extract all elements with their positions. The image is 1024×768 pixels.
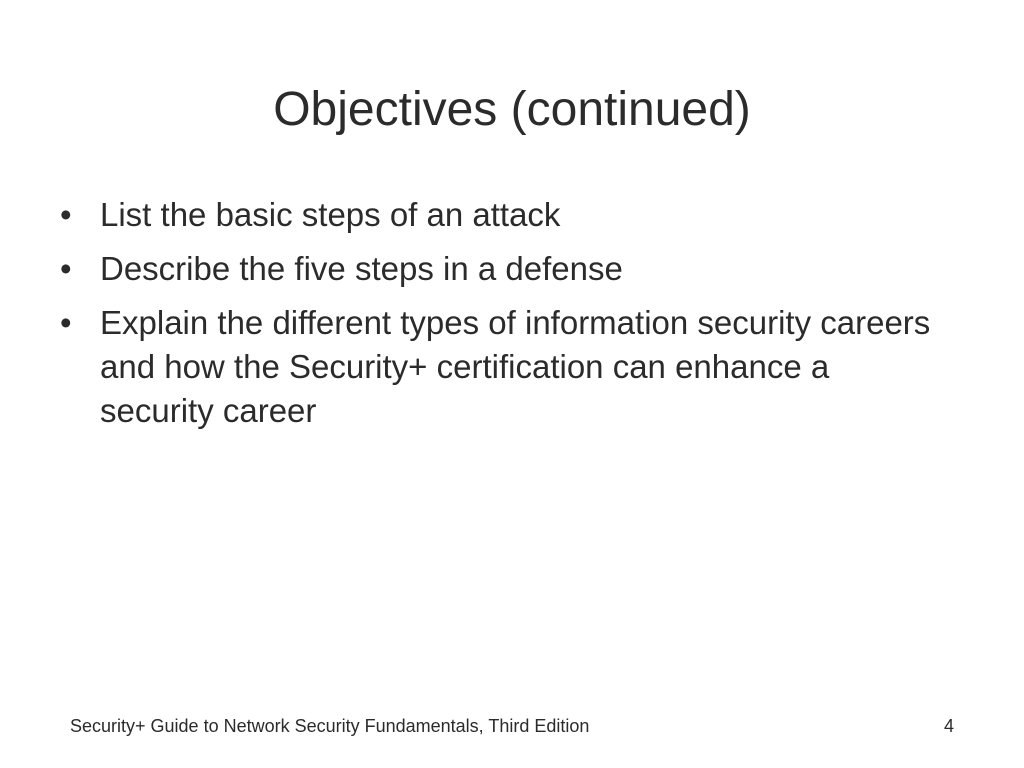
bullet-item: [60, 247, 940, 291]
bullet-item: [60, 301, 940, 433]
slide-footer: Security+ Guide to Network Security Fundamentals, Third Edition: [70, 716, 590, 736]
bullet-text: Describe the five steps in a defense: [100, 250, 623, 287]
slide-title: Objectives (continued): [273, 83, 751, 136]
bullet-marker: •: [60, 196, 72, 233]
bullet-marker: •: [60, 250, 72, 287]
page-number: 4: [943, 716, 954, 736]
bullet-text: Explain the different types of information security careers and how the Security+ certification can enhance a security career: [100, 304, 931, 429]
bullet-text: List the basic steps of an attack: [100, 196, 561, 233]
bullet-list: [60, 193, 940, 443]
bullet-item: [60, 193, 940, 237]
bullet-marker: •: [60, 304, 72, 341]
